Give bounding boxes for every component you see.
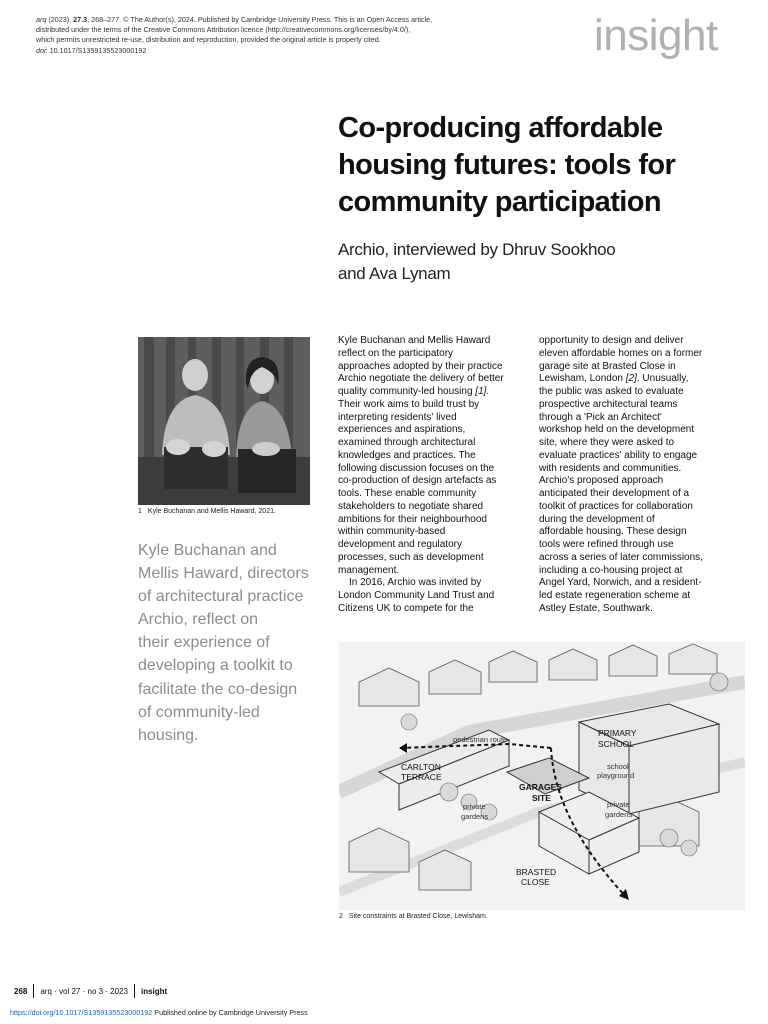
- footer-volume: arq · vol 27 · no 3 · 2023: [40, 986, 128, 996]
- body-line: within community-based: [338, 526, 446, 538]
- standfirst-line: their experience of: [138, 634, 270, 652]
- label-school: SCHOOL: [598, 739, 634, 749]
- byline: [338, 238, 718, 286]
- body-line: across a series of later commissions,: [539, 551, 703, 563]
- body-line: anticipated their development of a: [539, 488, 690, 499]
- body-line: ambitions for their neighbourhood: [338, 513, 487, 525]
- body-line: knowledges and practices. The: [338, 449, 476, 461]
- license-notice: [36, 15, 476, 56]
- body-line: prospective architectural teams: [539, 398, 678, 410]
- body-line: Angel Yard, Norwich, and a resident-: [539, 577, 702, 589]
- body-line: eleven affordable homes on a former: [539, 347, 703, 359]
- body-line: with residents and communities.: [539, 462, 682, 474]
- section-tag: insight: [594, 11, 718, 60]
- reference-link[interactable]: [2]: [625, 373, 637, 385]
- title-line: community participation: [338, 186, 661, 218]
- body-line: evaluate practices' ability to engage: [539, 449, 698, 461]
- body-line: experiences and aspirations,: [338, 424, 466, 436]
- label-school-playground-2: playground: [597, 771, 635, 780]
- body-line: interpreting residents' lived: [338, 411, 457, 423]
- label-close: CLOSE: [521, 877, 550, 887]
- label-pedestrian-route: pedestrian route: [453, 735, 508, 744]
- body-line: led estate regeneration scheme at: [539, 590, 691, 601]
- license-text-2: distributed under the terms of the Creative Commons Attribution licence (http://creativecommons.org/licenses/by/4.0/),: [36, 25, 411, 35]
- footer-divider: [134, 984, 135, 998]
- doi-link[interactable]: https://doi.org/10.1017/S1359135523000192: [10, 1008, 153, 1017]
- doi-label: doi: [36, 45, 46, 55]
- license-year: (2023),: [48, 15, 72, 24]
- label-brasted: BRASTED: [516, 867, 557, 877]
- figure-1-caption: [138, 508, 276, 515]
- body-line: Archio negotiate the delivery of better: [338, 373, 504, 385]
- figure-1-photo: [138, 337, 310, 505]
- label-site: SITE: [532, 793, 551, 803]
- body-line: during the development of: [539, 513, 655, 525]
- reference-link[interactable]: [1].: [475, 386, 490, 397]
- standfirst-line: housing.: [138, 726, 199, 744]
- title-line: Co-producing affordable: [338, 112, 663, 144]
- portrait-image: [138, 337, 310, 505]
- body-line: [338, 386, 516, 399]
- body-line: Their work aims to build trust by: [338, 398, 480, 410]
- label-private-gardens-right-1: private: [607, 800, 630, 809]
- body-line: workshop held on the development: [539, 424, 695, 436]
- figure-number: 1: [138, 508, 142, 515]
- doi-footer: [10, 1008, 308, 1017]
- body-line: toolkit of practices for collaboration: [539, 500, 693, 512]
- label-terrace: TERRACE: [401, 772, 442, 782]
- body-line: the public was asked to evaluate: [539, 386, 684, 397]
- body-line: management.: [338, 564, 400, 576]
- body-column-2: [539, 335, 721, 616]
- label-private-gardens-left-2: gardens: [461, 812, 489, 821]
- body-line: opportunity to design and deliver: [539, 335, 684, 346]
- figure-number: 2: [339, 913, 343, 920]
- label-private-gardens-left-1: private: [463, 802, 486, 811]
- label-primary: PRIMARY: [598, 728, 637, 738]
- article-title: [338, 110, 738, 221]
- body-line: including a co-housing project at: [539, 564, 683, 576]
- byline-line: and Ava Lynam: [338, 264, 451, 283]
- published-text: Published online by Cambridge University Press: [152, 1008, 308, 1017]
- label-school-playground-1: school: [607, 762, 629, 771]
- standfirst-line: of community-led: [138, 703, 260, 721]
- body-column-1: [338, 335, 516, 616]
- standfirst-line: facilitate the co-design: [138, 680, 298, 698]
- body-line: development and regulatory: [338, 539, 462, 550]
- standfirst-line: Archio, reflect on: [138, 611, 259, 629]
- standfirst-line: of architectural practice: [138, 588, 304, 606]
- body-line: Kyle Buchanan and Mellis Haward: [338, 335, 491, 346]
- label-private-gardens-right-2: gardens: [605, 810, 633, 819]
- footer-divider: [33, 984, 34, 998]
- body-line: following discussion focuses on the: [338, 462, 495, 474]
- body-line: [539, 373, 721, 386]
- standfirst-line: Mellis Haward, directors: [138, 565, 309, 583]
- title-line: housing futures: tools for: [338, 149, 676, 181]
- body-line: through a 'Pick an Architect': [539, 411, 662, 423]
- body-line: Astley Estate, Southwark.: [539, 602, 653, 614]
- body-line: stakeholders to negotiate shared: [338, 500, 484, 512]
- license-text-3: which permits unrestricted re-use, distribution and reproduction, provided the original article is properly cited.: [36, 35, 381, 45]
- label-garages: GARAGES: [519, 782, 562, 792]
- caption-text: Kyle Buchanan and Mellis Haward, 2021.: [147, 508, 276, 515]
- license-volume: 27.3: [73, 15, 88, 24]
- standfirst-line: Kyle Buchanan and: [138, 542, 277, 559]
- body-text: quality community-led housing: [338, 386, 473, 397]
- body-line: garage site at Brasted Close in: [539, 360, 676, 372]
- body-line: processes, such as development: [338, 551, 484, 563]
- body-line: Archio's proposed approach: [539, 475, 664, 487]
- body-text: Lewisham, London: [539, 373, 623, 385]
- figure-2-caption: [339, 913, 488, 920]
- body-line: approaches adopted by their practice: [338, 360, 503, 372]
- footer-section: insight: [140, 986, 168, 996]
- body-line: tools. These enable community: [338, 488, 477, 499]
- journal-name: arq: [36, 15, 47, 24]
- byline-line: Archio, interviewed by Dhruv Sookhoo: [338, 240, 616, 259]
- standfirst-line: developing a toolkit to: [138, 657, 293, 675]
- body-line: London Community Land Trust and: [338, 590, 495, 601]
- body-text: . Unusually,: [636, 373, 689, 385]
- figure-2-site-drawing: [339, 642, 745, 910]
- body-line: site, where they were asked to: [539, 437, 675, 448]
- body-line: affordable housing. These design: [539, 526, 687, 538]
- caption-text: Site constraints at Brasted Close, Lewisham.: [348, 913, 488, 920]
- body-line: Citizens UK to compete for the: [338, 602, 474, 614]
- standfirst: [138, 539, 323, 747]
- body-line: In 2016, Archio was invited by: [349, 577, 482, 589]
- body-line: co-production of design artefacts as: [338, 475, 497, 487]
- body-line: examined through architectural: [338, 437, 476, 448]
- label-carlton: CARLTON: [401, 762, 441, 772]
- body-line: reflect on the participatory: [338, 347, 454, 359]
- page-footer: [14, 984, 167, 998]
- license-doi[interactable]: : 10.1017/S1359135523000192: [45, 45, 147, 55]
- page-number: 268: [14, 986, 28, 996]
- body-line: tools were refined through use: [539, 539, 674, 550]
- license-text-1: , 268–277. © The Author(s), 2024. Published by Cambridge University Press. This is an Open Access article,: [87, 15, 433, 24]
